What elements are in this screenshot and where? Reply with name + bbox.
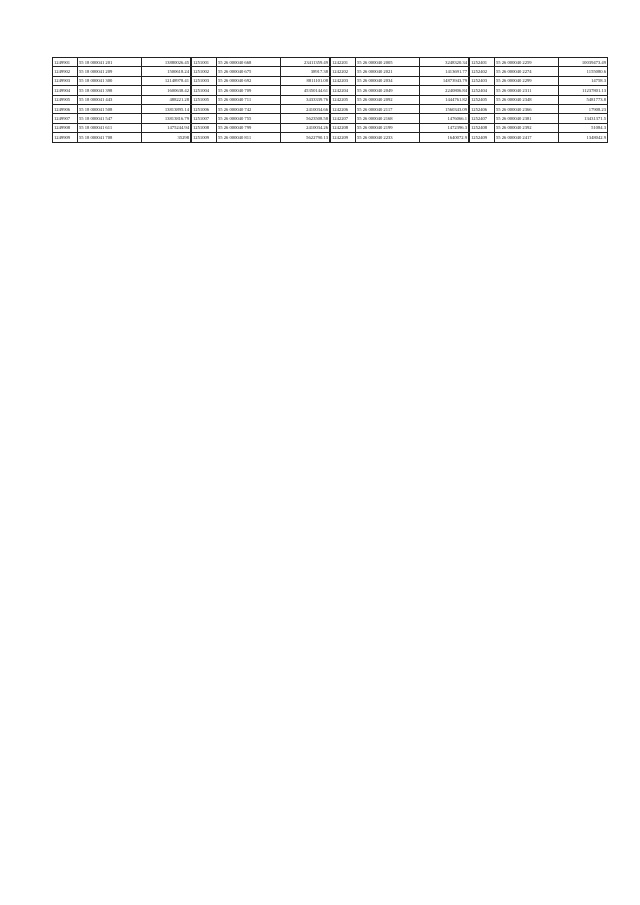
table-row [470,114,608,123]
row-id-cell: 1251007 [192,114,217,123]
row-id-cell: 1252402 [470,67,495,76]
row-code-cell: 55 26 000040 742 [217,104,281,113]
row-code-cell: 55 18 000041 611 [78,123,142,132]
row-amount-cell: 1348042.9 [559,133,608,142]
table-row [470,104,608,113]
row-code-cell: 55 26 000040 668 [217,58,281,67]
row-id-cell: 1242203 [331,76,356,85]
ledger-table-4 [469,57,608,143]
table-row [53,58,191,67]
row-id-cell: 1242207 [331,114,356,123]
row-id-cell: 1242205 [331,95,356,104]
row-amount-cell: 13880026.45 [142,58,191,67]
row-amount-cell: 45350144.61 [281,86,330,95]
ledger-table-2 [191,57,330,143]
row-code-cell: 55 26 000040 2299 [495,76,559,85]
row-code-cell: 55 26 000040 2417 [495,133,559,142]
row-id-cell: 1249907 [53,114,78,123]
table-row [331,76,469,85]
row-id-cell: 1252409 [470,133,495,142]
row-id-cell: 1252403 [470,76,495,85]
row-code-cell: 55 26 000040 2274 [495,67,559,76]
row-code-cell: 55 26 000040 811 [217,133,281,142]
ledger-table-1 [52,57,191,143]
row-id-cell: 1251001 [192,58,217,67]
row-amount-cell: 3433339.76 [281,95,330,104]
ledger-table-3 [330,57,469,143]
table-row [53,123,191,132]
table-row [53,67,191,76]
table-row [53,133,191,142]
row-amount-cell: 11237801.13 [559,86,608,95]
table-row [53,76,191,85]
row-code-cell: 55 26 000040 692 [217,76,281,85]
row-code-cell: 55 26 000040 2381 [495,114,559,123]
table-row [192,114,330,123]
table-row [192,58,330,67]
ledger-column-4 [469,57,606,848]
row-amount-cell: 13813816.79 [142,114,191,123]
row-code-cell: 55 26 000040 2348 [495,95,559,104]
row-amount-cell: 14873943.79 [420,76,469,85]
row-id-cell: 1242206 [331,104,356,113]
table-row [331,104,469,113]
row-code-cell: 55 26 000040 2259 [495,58,559,67]
row-amount-cell: 23411359.49 [281,58,330,67]
row-id-cell: 1249908 [53,123,78,132]
row-code-cell: 55 26 000040 2168 [356,114,420,123]
row-amount-cell: 38917.38 [281,67,330,76]
row-amount-cell: 35298 [142,133,191,142]
row-amount-cell: 12148978.41 [142,76,191,85]
ledger-columns [52,57,606,848]
row-code-cell: 55 26 000040 2199 [356,123,420,132]
row-id-cell: 1251008 [192,123,217,132]
row-id-cell: 1249903 [53,76,78,85]
row-id-cell: 1249904 [53,86,78,95]
row-amount-cell: 5481773.8 [559,95,608,104]
row-code-cell: 55 18 000041 443 [78,95,142,104]
table-row [53,114,191,123]
table-row [331,133,469,142]
row-code-cell: 55 18 000041 300 [78,76,142,85]
row-code-cell: 55 26 000040 2392 [495,123,559,132]
table-row [331,86,469,95]
row-amount-cell: 8811101.08 [281,76,330,85]
table-row [53,104,191,113]
table-row [470,123,608,132]
row-amount-cell: 13431371.5 [559,114,608,123]
row-code-cell: 55 26 000040 2092 [356,95,420,104]
row-id-cell: 1251006 [192,104,217,113]
row-amount-cell: 1413691.77 [420,67,469,76]
row-amount-cell: 2410034.66 [281,104,330,113]
row-id-cell: 1252406 [470,104,495,113]
row-id-cell: 1249906 [53,104,78,113]
row-id-cell: 1242201 [331,58,356,67]
row-id-cell: 1252401 [470,58,495,67]
ledger-page [52,57,606,848]
row-amount-cell: 1640072.9 [420,133,469,142]
table-row [331,67,469,76]
ledger-column-3 [330,57,467,848]
row-code-cell: 55 26 000040 2233 [356,133,420,142]
table-row [53,86,191,95]
row-code-cell: 55 26 000040 709 [217,86,281,95]
row-id-cell: 1242202 [331,67,356,76]
table-row [331,58,469,67]
row-code-cell: 55 26 000040 711 [217,95,281,104]
row-amount-cell: 1472396.3 [420,123,469,132]
row-id-cell: 1242209 [331,133,356,142]
row-amount-cell: 2410034.26 [281,123,330,132]
row-id-cell: 1251005 [192,95,217,104]
row-code-cell: 55 26 000040 2034 [356,76,420,85]
row-amount-cell: 10039473.49 [559,58,608,67]
row-id-cell: 1252408 [470,123,495,132]
table-row [331,123,469,132]
row-id-cell: 1251003 [192,76,217,85]
row-amount-cell: 51084.3 [559,123,608,132]
row-code-cell: 55 18 000041 708 [78,133,142,142]
row-id-cell: 1251004 [192,86,217,95]
row-id-cell: 1251009 [192,133,217,142]
table-row [192,86,330,95]
row-id-cell: 1252404 [470,86,495,95]
row-code-cell: 55 26 000040 2021 [356,67,420,76]
table-row [192,123,330,132]
ledger-column-2 [191,57,328,848]
row-id-cell: 1249902 [53,67,78,76]
row-code-cell: 55 26 000040 2311 [495,86,559,95]
row-amount-cell: 3248320.34 [420,58,469,67]
row-amount-cell: 1500618.24 [142,67,191,76]
row-code-cell: 55 18 000041 547 [78,114,142,123]
row-amount-cell: 1475244.94 [142,123,191,132]
table-row [470,86,608,95]
row-code-cell: 55 26 000040 2117 [356,104,420,113]
row-amount-cell: 1155080.6 [559,67,608,76]
row-id-cell: 1242204 [331,86,356,95]
row-code-cell: 55 26 000040 2366 [495,104,559,113]
row-amount-cell: 1560343.09 [420,104,469,113]
table-row [192,133,330,142]
table-row [470,58,608,67]
table-row [192,76,330,85]
row-amount-cell: 1444761.82 [420,95,469,104]
row-amount-cell: 1600638.42 [142,86,191,95]
row-amount-cell: 14758.3 [559,76,608,85]
ledger-column-1 [52,57,189,848]
row-id-cell: 1249905 [53,95,78,104]
row-code-cell: 55 18 000041 209 [78,67,142,76]
table-row [192,104,330,113]
row-amount-cell: 17908.23 [559,104,608,113]
row-code-cell: 55 26 000040 675 [217,67,281,76]
table-row [192,95,330,104]
row-amount-cell: 488221.28 [142,95,191,104]
row-code-cell: 55 18 000041 398 [78,86,142,95]
row-amount-cell: 5623508.58 [281,114,330,123]
table-row [331,114,469,123]
row-amount-cell: 5622790.13 [281,133,330,142]
row-amount-cell: 2240806.84 [420,86,469,95]
row-id-cell: 1242208 [331,123,356,132]
row-code-cell: 55 18 000041 508 [78,104,142,113]
table-row [53,95,191,104]
row-code-cell: 55 26 000040 2049 [356,86,420,95]
table-row [331,95,469,104]
row-code-cell: 55 18 000041 201 [78,58,142,67]
row-code-cell: 55 26 000040 2005 [356,58,420,67]
row-code-cell: 55 26 000040 755 [217,114,281,123]
row-id-cell: 1252407 [470,114,495,123]
table-row [192,67,330,76]
table-row [470,95,608,104]
row-amount-cell: 1476066.1 [420,114,469,123]
table-row [470,76,608,85]
row-id-cell: 1249901 [53,58,78,67]
table-row [470,67,608,76]
row-code-cell: 55 26 000040 799 [217,123,281,132]
row-id-cell: 1252405 [470,95,495,104]
row-id-cell: 1249909 [53,133,78,142]
table-row [470,133,608,142]
row-amount-cell: 13813895.14 [142,104,191,113]
row-id-cell: 1251002 [192,67,217,76]
